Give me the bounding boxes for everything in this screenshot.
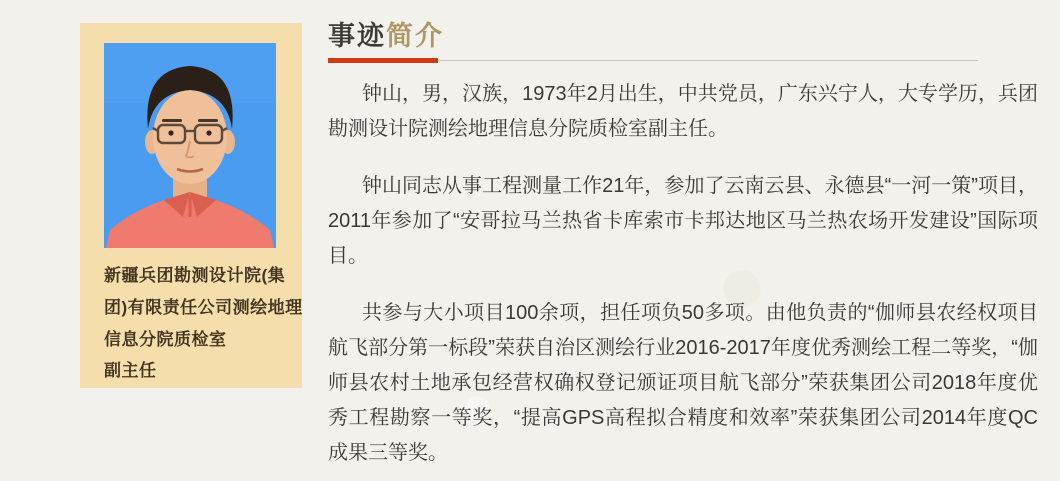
paragraph-awards: 共参与大小项目100余项，担任项负50多项。由他负责的“伽师县农经权项目航飞部分第一标段”荣获自治区测绘行业2016-2017年度优秀测绘工程二等奖，“伽师县农村土地承包经营权确权登记颁证项目航飞部分”荣获集团公司2018年度优秀工程勘察一等奖，“提高GPS高程拟合精度和效率”荣获集团公司2014年度QC成果三等奖。 [328, 302, 1038, 464]
profile-card [80, 23, 302, 388]
job-title: 副主任 [104, 361, 157, 380]
photo-caption [104, 260, 306, 386]
page-title [328, 20, 1038, 52]
title-underline [328, 58, 978, 63]
portrait-photo-illustration [104, 43, 276, 248]
paragraph-career: 钟山同志从事工程测量工作21年，参加了云南云县、永德县“一河一策”项目，2011年参加了“安哥拉马兰热省卡库索市卡邦达地区马兰热农场开发建设”国际项目。 [328, 175, 1038, 267]
page-title-dark-part: 事迹 [328, 21, 386, 51]
red-accent-bar [328, 58, 438, 63]
organization-name: 新疆兵团勘测设计院(集团)有限责任公司测绘地理信息分院质检室 [104, 266, 303, 349]
page-title-gold-part: 简介 [386, 21, 444, 51]
biography-text [328, 77, 1038, 471]
paragraph-basic-info: 钟山，男，汉族，1973年2月出生，中共党员，广东兴宁人，大专学历，兵团勘测设计院测绘地理信息分院质检室副主任。 [328, 83, 1038, 140]
portrait-photo [104, 43, 276, 248]
article-column [328, 20, 1038, 471]
